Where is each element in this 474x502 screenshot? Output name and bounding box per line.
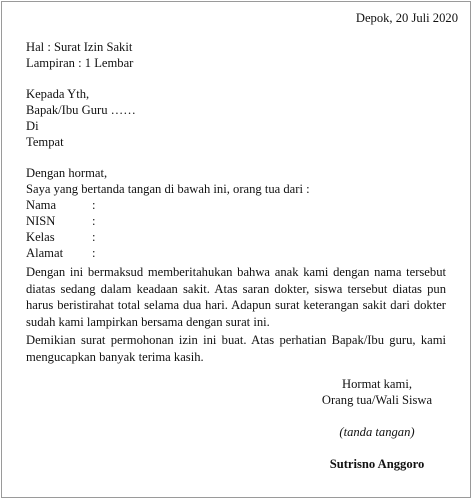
recipient-name: Bapak/Ibu Guru …… bbox=[26, 103, 136, 117]
signature-role: Orang tua/Wali Siswa bbox=[321, 393, 433, 407]
subject-line: Hal : Surat Izin Sakit bbox=[26, 40, 133, 54]
field-colon-alamat: : bbox=[92, 246, 96, 260]
recipient-place: Tempat bbox=[26, 135, 64, 149]
signature-regards: Hormat kami, bbox=[342, 377, 412, 391]
recipient-to: Kepada Yth, bbox=[26, 87, 90, 101]
signature-placeholder: (tanda tangan) bbox=[339, 425, 415, 439]
letter-page bbox=[1, 1, 471, 498]
field-label-kelas: Kelas bbox=[26, 230, 55, 244]
place-date: Depok, 20 Juli 2020 bbox=[355, 11, 458, 25]
signature-name: Sutrisno Anggoro bbox=[329, 457, 425, 471]
greeting: Dengan hormat, bbox=[26, 166, 108, 180]
recipient-at: Di bbox=[26, 119, 39, 133]
field-label-alamat: Alamat bbox=[26, 246, 64, 260]
intro-line: Saya yang bertanda tangan di bawah ini, orang tua dari : bbox=[26, 182, 310, 196]
closing-paragraph: Demikian surat permohonan izin ini buat. Atas perhatian Bapak/Ibu guru, kami mengucapkan banyak terima kasih. bbox=[26, 333, 446, 364]
body-paragraph: Dengan ini bermaksud memberitahukan bahwa anak kami dengan nama tersebut diatas sedang dalam keadaan sakit. Atas saran dokter, siswa tersebut diatas pun harus beristirahat total selama dua hari. Adapun surat keterangan sakit dari dokter sudah kami lampirkan bersama dengan surat ini. bbox=[26, 265, 446, 329]
field-colon-nama: : bbox=[92, 198, 96, 212]
attachment-line: Lampiran : 1 Lembar bbox=[26, 56, 134, 70]
field-label-nisn: NISN bbox=[26, 214, 56, 228]
field-colon-nisn: : bbox=[92, 214, 96, 228]
field-colon-kelas: : bbox=[92, 230, 96, 244]
field-label-nama: Nama bbox=[26, 198, 57, 212]
